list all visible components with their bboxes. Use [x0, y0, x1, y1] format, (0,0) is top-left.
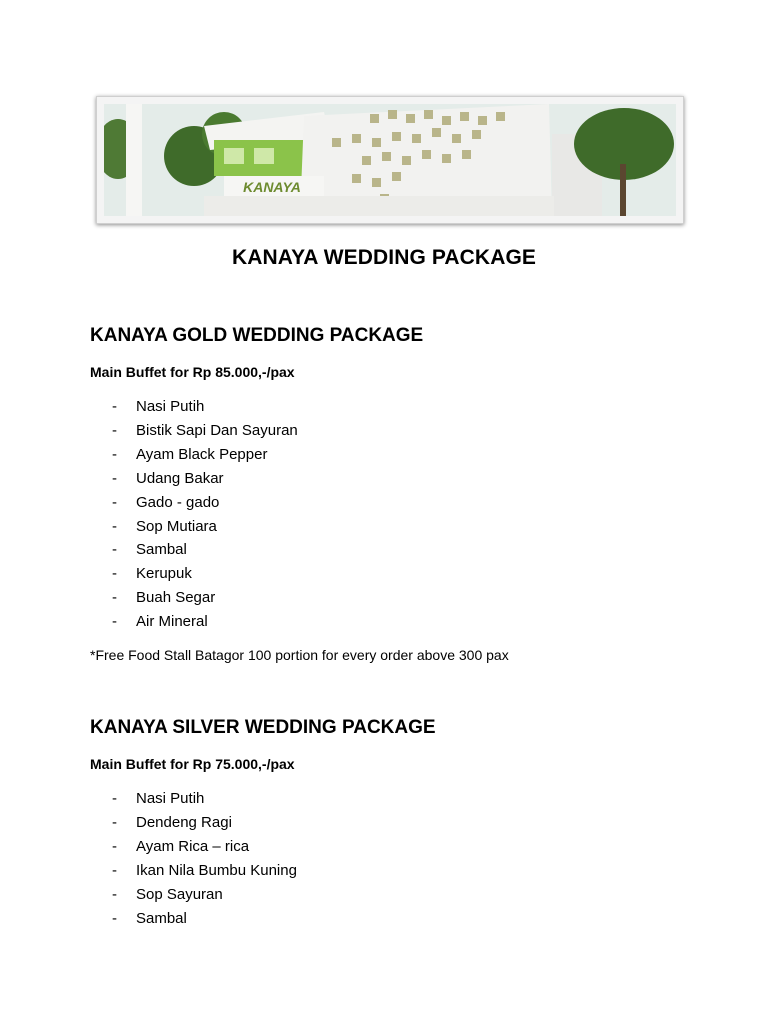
gold-package-note: *Free Food Stall Batagor 100 portion for every order above 300 pax	[90, 647, 509, 664]
list-item	[112, 395, 710, 419]
bullet-dash: -	[112, 541, 117, 559]
bullet-dash: -	[112, 909, 117, 927]
menu-item-label: Gado - gado	[136, 493, 220, 511]
list-item	[112, 907, 710, 931]
list-item	[112, 562, 710, 586]
list-item	[112, 835, 710, 859]
menu-item-label: Nasi Putih	[136, 790, 205, 807]
bullet-dash: -	[112, 421, 117, 439]
menu-item-label: Ayam Black Pepper	[136, 445, 268, 463]
list-item	[112, 538, 710, 562]
list-item	[112, 467, 710, 491]
list-item	[112, 811, 710, 835]
menu-item-label: Ikan Nila Bumbu Kuning	[136, 861, 297, 879]
gold-package-title: KANAYA GOLD WEDDING PACKAGE	[90, 325, 424, 346]
menu-item-label: Sop Sayuran	[136, 885, 223, 903]
list-item	[112, 610, 710, 634]
menu-item-label: Air Mineral	[136, 613, 208, 631]
menu-item-label: Sop Mutiara	[136, 517, 217, 535]
list-item	[112, 443, 710, 467]
list-item	[112, 419, 710, 443]
menu-item-label: Udang Bakar	[136, 469, 224, 487]
list-item	[112, 787, 710, 811]
bullet-dash: -	[112, 885, 117, 903]
list-item	[112, 491, 710, 515]
bullet-dash: -	[112, 613, 117, 631]
bullet-dash: -	[112, 469, 117, 487]
silver-buffet-price: Main Buffet for Rp 75.000,-/pax	[90, 756, 295, 772]
bullet-dash: -	[112, 790, 117, 807]
list-item	[112, 586, 710, 610]
menu-item-label: Kerupuk	[136, 565, 192, 583]
menu-item-label: Sambal	[136, 541, 187, 559]
menu-item-label: Sambal	[136, 909, 187, 927]
menu-item-label: Buah Segar	[136, 589, 216, 607]
bullet-dash: -	[112, 445, 117, 463]
bullet-dash: -	[112, 589, 117, 607]
silver-package-title: KANAYA SILVER WEDDING PACKAGE	[90, 717, 436, 738]
document-title: KANAYA WEDDING PACKAGE	[231, 246, 536, 269]
gold-buffet-price: Main Buffet for Rp 85.000,-/pax	[90, 364, 295, 380]
bullet-dash: -	[112, 813, 117, 831]
list-item	[112, 515, 710, 539]
silver-package-section	[90, 716, 710, 930]
menu-item-label: Ayam Rica – rica	[136, 837, 250, 855]
bullet-dash: -	[112, 565, 117, 583]
silver-menu-list	[112, 787, 710, 930]
menu-item-label: Bistik Sapi Dan Sayuran	[136, 421, 298, 439]
header-image	[96, 96, 684, 224]
gold-package-section	[90, 324, 710, 664]
bullet-dash: -	[112, 398, 117, 415]
list-item	[112, 859, 710, 883]
menu-item-label: Dendeng Ragi	[136, 813, 232, 831]
bullet-dash: -	[112, 517, 117, 535]
list-item	[112, 883, 710, 907]
bullet-dash: -	[112, 861, 117, 879]
building-photo	[104, 104, 676, 216]
kanaya-sign: KANAYA	[243, 179, 301, 195]
bullet-dash: -	[112, 493, 117, 511]
gold-menu-list	[112, 395, 710, 634]
menu-item-label: Nasi Putih	[136, 398, 205, 415]
bullet-dash: -	[112, 837, 117, 855]
